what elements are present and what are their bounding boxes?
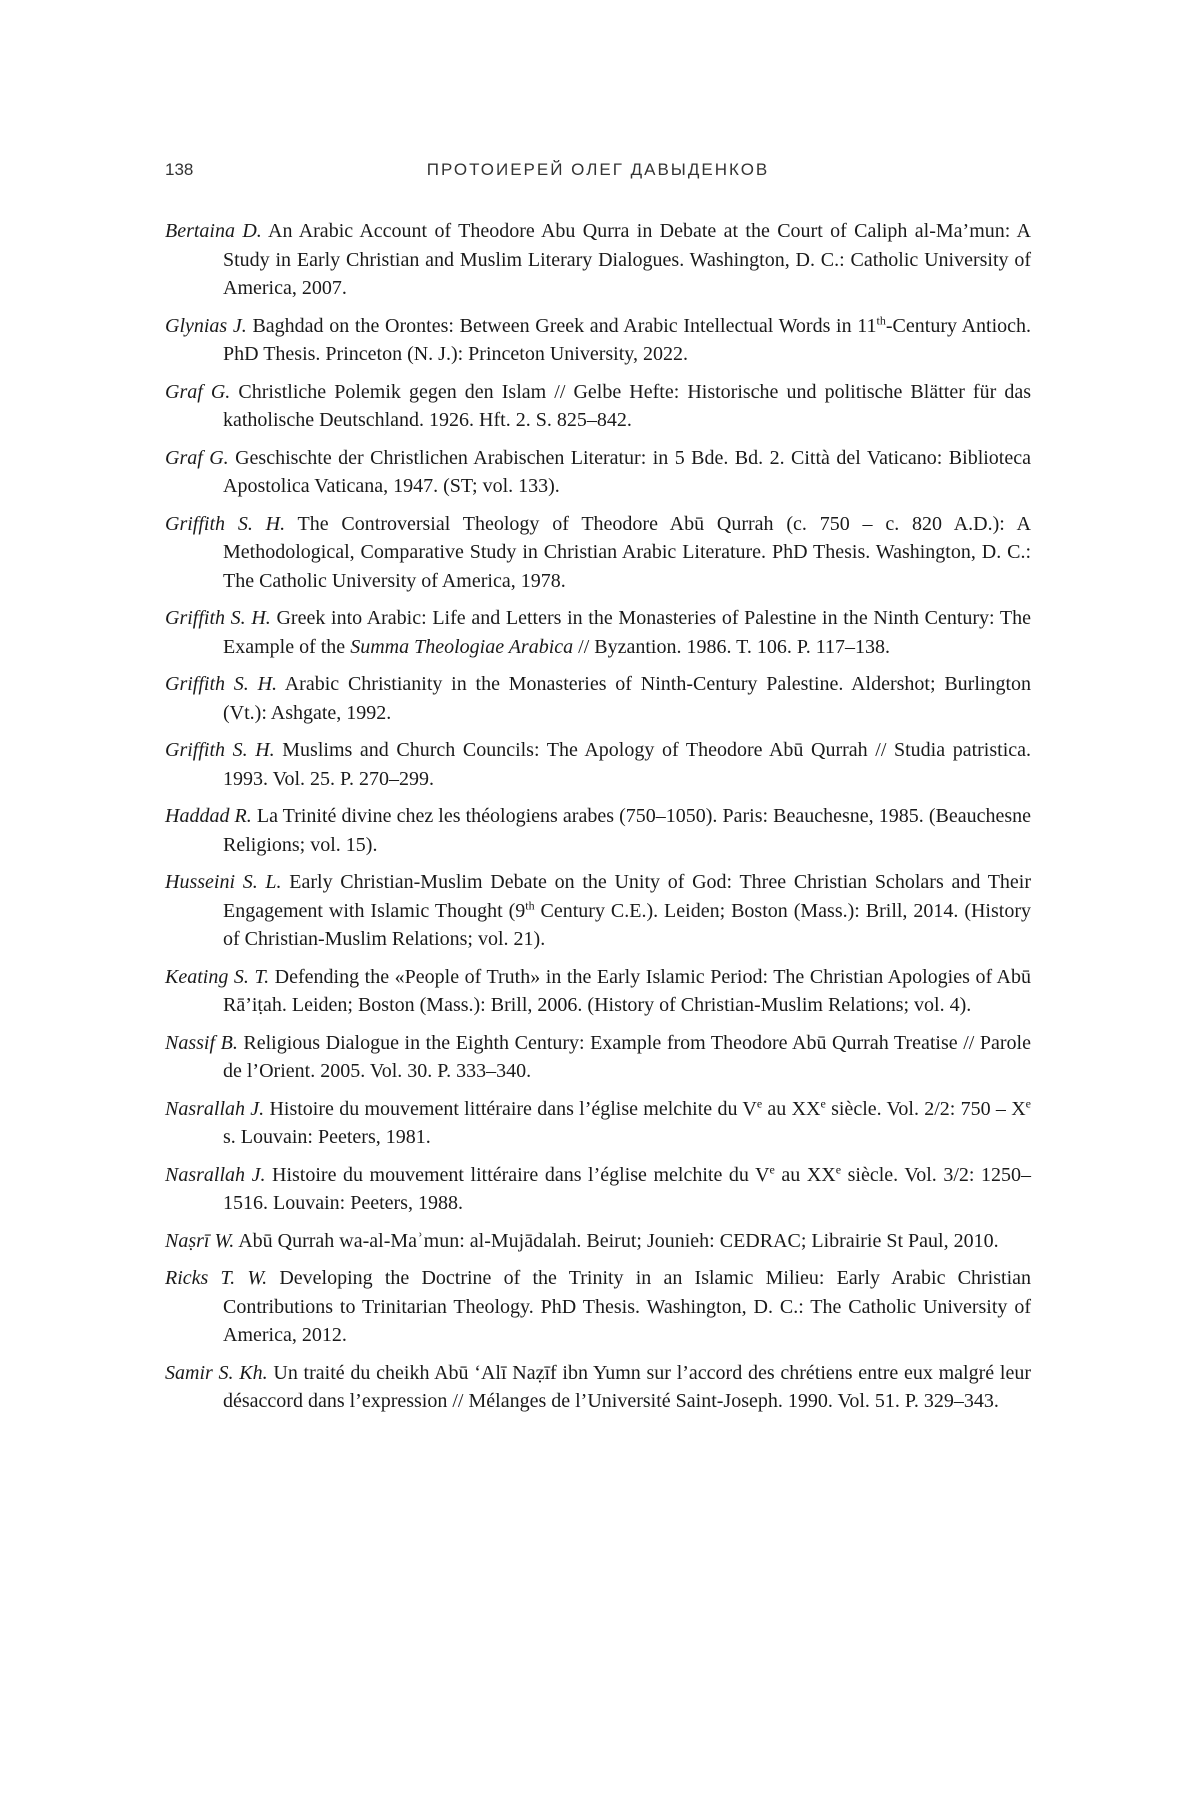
bibliography-entry [165,963,1031,1020]
bibliography-entry [165,1264,1031,1350]
entry-text: Greek into Arabic: Life and Letters in the Monasteries of Palestine in the Ninth Century: The Example of the [223,607,1032,658]
entry-text: An Arabic Account of Theodore Abu Qurra in Debate at the Court of Caliph al-Ma’mun: A Study in Early Christian and Muslim Literary Dialogues. Washington, D. C.: Catholic University of America, 2007. [223,220,1031,299]
superscript: e [835,1161,842,1176]
entry-text: Developing the Doctrine of the Trinity in an Islamic Milieu: Early Arabic Christian Contributions to Trinitarian Theology. PhD Thesis. Washington, D. C.: The Catholic University of America, 2012. [223,1267,1031,1346]
bibliography-entry [165,1359,1031,1416]
entry-text: Arabic Christianity in the Monasteries of Ninth-Century Palestine. Aldershot; Burlington (Vt.): Ashgate, 1992. [223,673,1032,724]
superscript: th [525,897,535,912]
entry-text: Religious Dialogue in the Eighth Century: Example from Theodore Abū Qurrah Treatise // Parole de l’Orient. 2005. Vol. 30. P. 333–340. [223,1031,1031,1082]
entry-text: Histoire du mouvement littéraire dans l’église melchite du V [265,1163,770,1186]
bibliography-entry [165,1227,1031,1256]
bibliography-entry [165,510,1031,596]
entry-text: The Controversial Theology of Theodore Abū Qurrah (c. 750 – c. 820 A.D.): A Methodological, Comparative Study in Christian Arabic Literature. PhD Thesis. Washington, D. C.: The Catholic University of America, 1978. [223,512,1031,592]
entry-italic-title: Summa Theologiae Arabica [350,635,574,658]
entry-author: Graf G. [165,446,229,469]
bibliography-entry [165,1161,1031,1218]
entry-text: // Byzantion. 1986. T. 106. P. 117–138. [573,635,890,658]
entry-author: Bertaina D. [165,220,262,242]
entry-author: Griffith S. H. [165,739,275,761]
entry-text: s. Louvain: Peeters, 1981. [223,1126,431,1148]
bibliography-entry [165,217,1031,303]
entry-text: Muslims and Church Councils: The Apology of Theodore Abū Qurrah // Studia patristica. 1993. Vol. 25. P. 270–299. [223,739,1032,790]
entry-text: Century C.E.). Leiden; Boston (Mass.): Brill, 2014. (History of Christian-Muslim Relations; vol. 21). [223,899,1031,950]
entry-text: Early Christian-Muslim Debate on the Unity of God: Three Christian Scholars and Their Engagement with Islamic Thought (9 [223,871,1032,922]
entry-text: au XX [774,1163,836,1186]
entry-author: Nasrallah J. [165,1163,266,1186]
entry-text: -Century Antioch. PhD Thesis. Princeton (N. J.): Princeton University, 2022. [223,314,1031,365]
superscript: e [756,1095,763,1110]
bibliography-entry [165,604,1031,661]
bibliography-entry [165,802,1031,859]
entry-text: siècle. Vol. 2/2: 750 – X [825,1097,1026,1120]
superscript: e [1025,1095,1031,1110]
entry-text: au XX [762,1097,821,1120]
entry-author: Graf G. [165,380,231,403]
entry-author: Griffith S. H. [165,512,286,535]
bibliography-list [165,217,1031,1425]
bibliography-entry [165,670,1031,727]
running-title: ПРОТОИЕРЕЙ ОЛЕГ ДАВЫДЕНКОВ [426,160,770,179]
superscript: th [876,312,886,327]
entry-author: Nasrallah J. [165,1097,265,1120]
entry-author: Glynias J. [165,314,247,337]
superscript: e [820,1095,826,1110]
bibliography-entry [165,312,1031,369]
bibliography-entry [165,1029,1031,1086]
bibliography-entry [165,1095,1031,1152]
entry-text: Baghdad on the Orontes: Between Greek and Arabic Intellectual Words in 11 [246,314,877,337]
entry-author: Keating S. T. [165,965,270,988]
entry-author: Griffith S. H. [165,673,278,695]
entry-author: Samir S. Kh. [165,1361,268,1384]
bibliography-entry [165,736,1031,793]
entry-text: Defending the «People of Truth» in the Early Islamic Period: The Christian Apologies of Abū Rā’iṭah. Leiden; Boston (Mass.): Brill, 2006. (History of Christian-Muslim Relations; vol. 4). [223,965,1032,1016]
entry-author: Husseini S. L. [165,871,282,893]
entry-author: Haddad R. [165,805,252,827]
page-number: 138 [165,160,194,179]
superscript: e [769,1161,775,1176]
entry-text: Un traité du cheikh Abū ‘Alī Naẓīf ibn Yumn sur l’accord des chrétiens entre eux malgré leur désaccord dans l’expression // Mélanges de l’Université Saint-Joseph. 1990. Vol. 51. P. 329–343. [223,1361,1031,1412]
entry-text: Abū Qurrah wa-al-Maʾmun: al-Mujādalah. Beirut; Jounieh: CEDRAC; Librairie St Paul, 2010. [234,1229,999,1252]
entry-text: Geschischte der Christlichen Arabischen Literatur: in 5 Bde. Bd. 2. Città del Vaticano: Biblioteca Apostolica Vaticana, 1947. (ST; vol. 133). [223,446,1031,497]
bibliography-entry [165,444,1031,501]
bibliography-entry [165,378,1031,435]
entry-text: Histoire du mouvement littéraire dans l’église melchite du V [264,1097,757,1120]
page-header [165,160,1031,190]
bibliography-entry [165,868,1031,954]
entry-author: Naṣrī W. [165,1229,235,1252]
entry-text: siècle. Vol. 3/2: 1250–1516. Louvain: Peeters, 1988. [223,1163,1032,1214]
entry-text: La Trinité divine chez les théologiens arabes (750–1050). Paris: Beauchesne, 1985. (Beauchesne Religions; vol. 15). [223,805,1032,856]
entry-author: Ricks T. W. [165,1267,268,1289]
entry-author: Nassif B. [165,1031,238,1054]
entry-text: Christliche Polemik gegen den Islam // Gelbe Hefte: Historische und politische Blätter für das katholische Deutschland. 1926. Hft. 2. S. 825–842. [223,380,1031,431]
entry-author: Griffith S. H. [165,607,271,629]
